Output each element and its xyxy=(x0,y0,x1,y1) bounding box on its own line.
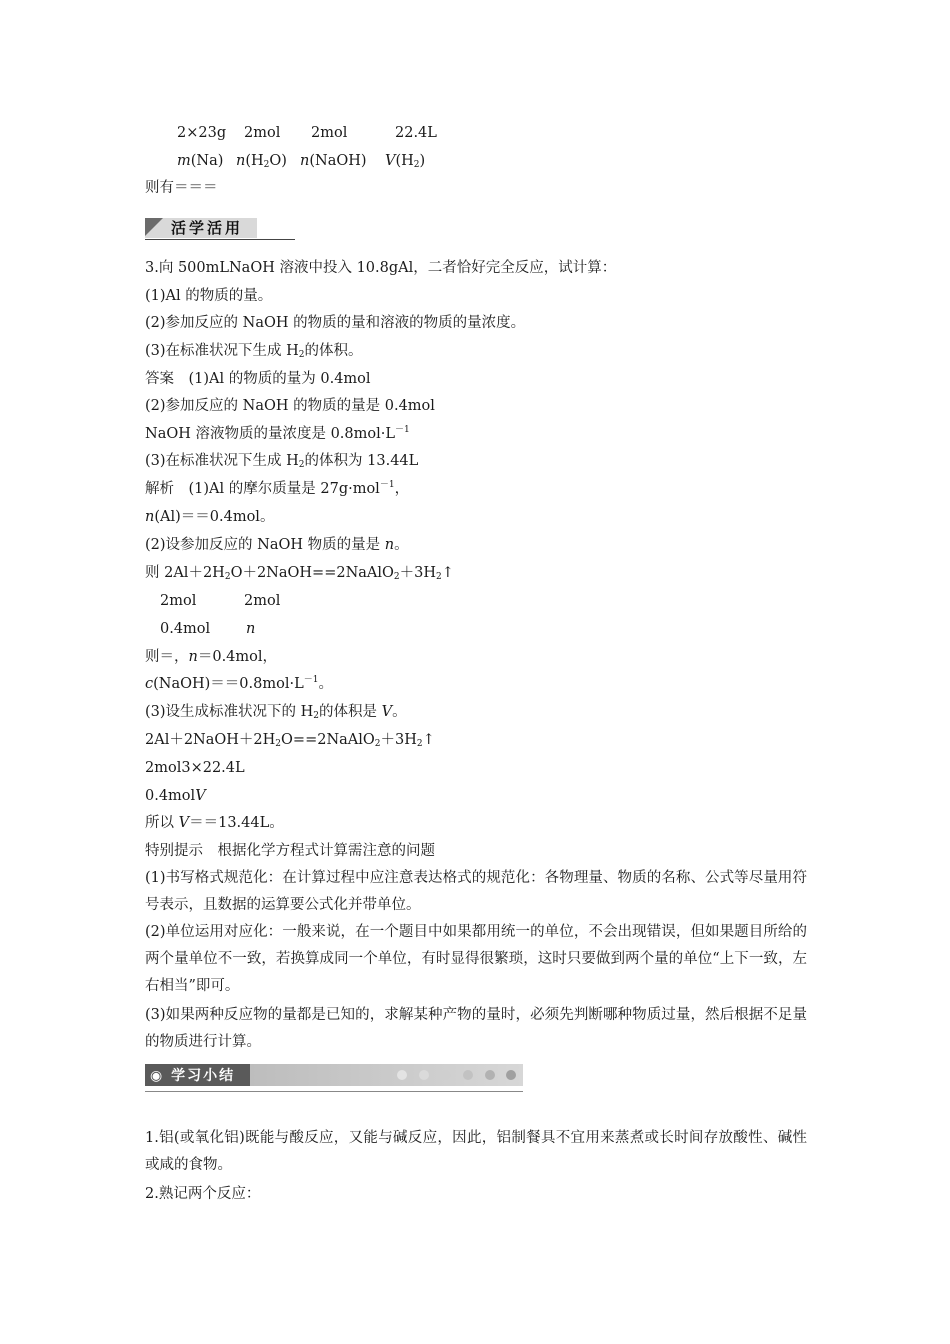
top-row1-cell-1: 2×23g xyxy=(177,125,227,141)
analysis-line-9: (3)设生成标准状况下的 $H_2$的体积是 V。 xyxy=(145,704,407,721)
decor-dot-icon xyxy=(506,1070,516,1080)
analysis-line-12: 0.4molV xyxy=(145,788,206,804)
top-row2-cell-2: $n(H_2O)$ xyxy=(236,153,287,170)
answer-line-4: (3)在标准状况下生成 $H_2$的体积为 13.44L xyxy=(145,453,419,470)
tips-item-1: (1)书写格式规范化：在计算过程中应注意表达格式的规范化：各物理量、物质的名称、公式等尽量用符号表示，且数据的运算要公式化并带单位。 xyxy=(145,870,807,913)
decor-dot-icon xyxy=(397,1070,407,1080)
analysis-line-3: (2)设参加反应的 NaOH 物质的量是 n。 xyxy=(145,537,409,553)
section-underline xyxy=(145,239,295,240)
analysis-line-1: 解析 (1)Al 的摩尔质量是 27g·mol$^{-1}$， xyxy=(145,480,410,497)
question-stem: 3.向 500mLNaOH 溶液中投入 10.8gAl，二者恰好完全反应，试计算： xyxy=(145,260,617,276)
equation-row-amount-2: n xyxy=(246,621,256,637)
section-header-apply xyxy=(145,216,295,240)
top-row1-cell-4: 22.4L xyxy=(395,125,437,141)
question-part-1: (1)Al 的物质的量。 xyxy=(145,288,273,304)
section-underline xyxy=(145,1091,523,1092)
top-row2-cell-4: $V(H_2)$ xyxy=(385,153,426,170)
equation-line-1: 则 $2Al+2H_2O+2NaOH==2NaAlO_2+3H_2↑$ xyxy=(145,565,454,582)
equation-row-mol-1: 2mol xyxy=(160,593,197,609)
equation-row-mol-2: 2mol xyxy=(244,593,281,609)
answer-line-3: NaOH 溶液物质的量浓度是 $0.8mol\cdot L^{-1}$ xyxy=(145,425,410,442)
question-part-3: (3)在标准状况下生成 $H_2$的体积。 xyxy=(145,343,363,360)
decor-dot-icon xyxy=(441,1070,451,1080)
analysis-line-13: 所以 V＝＝13.44L。 xyxy=(145,815,284,831)
summary-item-2: 2.熟记两个反应： xyxy=(145,1186,261,1202)
top-row2-cell-1: m(Na) xyxy=(177,153,224,169)
decor-dot-icon xyxy=(419,1070,429,1080)
section-header-summary xyxy=(145,1064,523,1094)
top-row1-cell-2: 2mol xyxy=(244,125,281,141)
decor-dot-icon xyxy=(463,1070,473,1080)
decor-dot-icon xyxy=(485,1070,495,1080)
analysis-line-7: 则＝，n＝0.4mol， xyxy=(145,649,278,665)
answer-line-2: (2)参加反应的 NaOH 的物质的量是 0.4mol xyxy=(145,398,435,414)
top-then-line: 则有＝＝＝ xyxy=(145,180,218,196)
equation-line-2: $2Al+2NaOH+2H_2O==2NaAlO_2+3H_2↑$ xyxy=(145,732,435,749)
tips-item-2: (2)单位运用对应化：一般来说，在一个题目中如果都用统一的单位，不会出现错误，但如果题目所给的两个量单位不一致，若换算成同一个单位，有时显得很繁琐，这时只要做到两个量的单位“上下一致，左右相当”即可。 xyxy=(145,924,807,994)
top-row1-cell-3: 2mol xyxy=(311,125,348,141)
equation-row-amount-1: 0.4mol xyxy=(160,621,211,637)
analysis-line-8: $c(NaOH)==0.8mol\cdot L^{-1}$。 xyxy=(145,675,333,692)
answer-line-1: 答案 (1)Al 的物质的量为 0.4mol xyxy=(145,371,371,387)
question-part-2: (2)参加反应的 NaOH 的物质的量和溶液的物质的量浓度。 xyxy=(145,315,526,331)
analysis-line-11: 2mol3×22.4L xyxy=(145,760,245,776)
section-title-summary: ◉ 学习小结 xyxy=(150,1068,236,1084)
section-title: 活学活用 xyxy=(171,219,244,237)
tips-title: 特别提示 根据化学方程式计算需注意的问题 xyxy=(145,843,435,859)
corner-triangle-icon xyxy=(145,218,163,236)
top-row2-cell-3: n(NaOH) xyxy=(300,153,367,169)
summary-item-1: 1.铝(或氧化铝)既能与酸反应，又能与碱反应，因此，铝制餐具不宜用来蒸煮或长时间存放酸性、碱性或咸的食物。 xyxy=(145,1130,807,1173)
tips-item-3: (3)如果两种反应物的量都是已知的，求解某种产物的量时，必须先判断哪种物质过量，然后根据不足量的物质进行计算。 xyxy=(145,1007,807,1050)
analysis-line-2: n(Al)＝＝0.4mol。 xyxy=(145,509,275,525)
